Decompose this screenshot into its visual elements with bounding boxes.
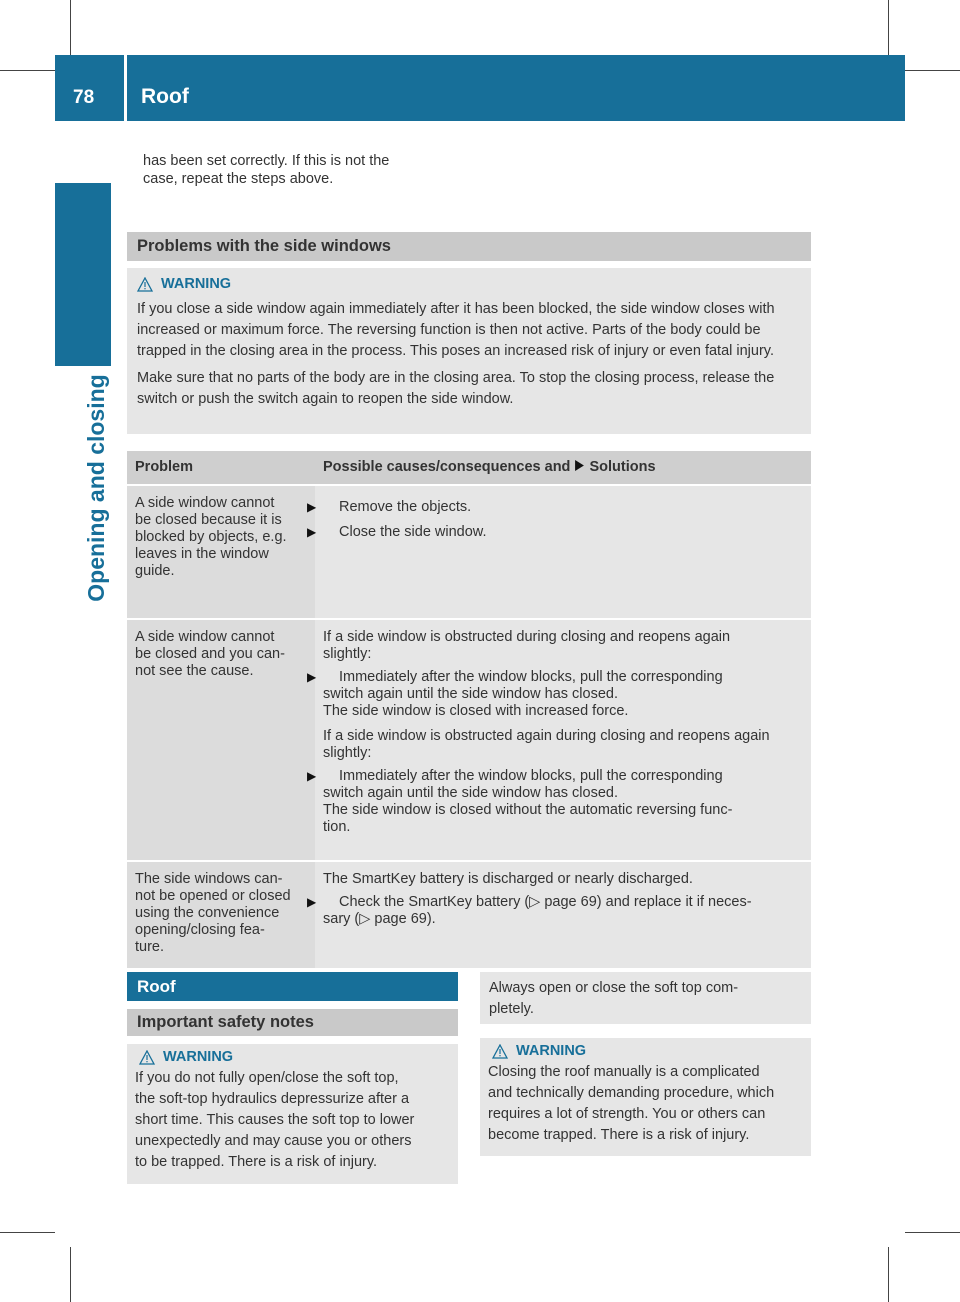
table-header-row [127, 451, 811, 484]
crop-mark [70, 0, 71, 55]
header-divider [124, 55, 127, 121]
note-line: pletely. [489, 1001, 534, 1017]
problem-line: be closed because it is [135, 512, 282, 528]
table-row [127, 486, 811, 618]
warning-paragraph: Make sure that no parts of the body are in the closing area. To stop the closing process, release the switch or push the switch again to reopen the side window. [137, 370, 775, 407]
page-number: 78 [73, 87, 95, 108]
problem-line: not see the cause. [135, 663, 254, 679]
problem-cell [127, 486, 315, 618]
problem-line: A side window cannot [135, 629, 275, 645]
arrow-right-icon: ▶ [307, 670, 317, 684]
solution-cell [307, 486, 811, 618]
step-text: Immediately after the window blocks, pull the corresponding [339, 669, 723, 685]
arrow-right-icon: ▶ [307, 769, 317, 783]
solution-step [307, 669, 803, 720]
warning-line: the soft-top hydraulics depressurize after a [135, 1091, 410, 1107]
crop-mark [0, 1232, 55, 1233]
crop-mark [0, 70, 55, 71]
solution-step [307, 524, 803, 541]
crop-mark [888, 0, 889, 55]
arrow-right-icon: ▶ [307, 895, 317, 909]
step-text: tion. [323, 819, 351, 835]
warning-title [488, 1041, 803, 1062]
step-text: Remove the objects. [339, 499, 472, 515]
arrow-right-icon: ▶ [307, 500, 317, 514]
warning-box [127, 1044, 458, 1184]
warning-title [137, 274, 801, 295]
warning-line: unexpectedly and may cause you or others [135, 1133, 412, 1149]
warning-line: If you do not fully open/close the soft top, [135, 1070, 399, 1086]
problem-line: blocked by objects, e.g. [135, 529, 287, 545]
page-title: Roof [141, 85, 189, 108]
step-text: The side window is closed with increased force. [323, 703, 629, 719]
column-header-solutions-prefix: Possible causes/consequences and [323, 459, 571, 475]
warning-line: become trapped. There is a risk of injury. [488, 1127, 750, 1143]
problem-cell [127, 620, 315, 860]
solution-step [307, 499, 803, 516]
warning-triangle-icon [137, 277, 153, 292]
problem-line: opening/closing fea- [135, 922, 265, 938]
step-text: switch again until the side window has closed. [323, 686, 618, 702]
solution-cell [307, 620, 811, 860]
intro-line: has been set correctly. If this is not the [143, 153, 390, 169]
problem-line: using the convenience [135, 905, 280, 921]
warning-triangle-icon [139, 1050, 155, 1065]
problem-cell [127, 862, 315, 968]
step-text: The side window is closed without the automatic reversing func- [323, 802, 733, 818]
column-header-problem: Problem [127, 451, 315, 484]
crop-mark [888, 1247, 889, 1302]
page-header [55, 55, 905, 121]
problems-table [127, 449, 811, 970]
warning-line: Closing the roof manually is a complicated [488, 1064, 760, 1080]
arrow-right-icon [574, 460, 585, 471]
step-text: sary (▷ page 69). [323, 911, 436, 927]
warning-title-text: WARNING [516, 1043, 587, 1059]
problem-line: not be opened or closed [135, 888, 291, 904]
problem-line: guide. [135, 563, 175, 579]
note-line: Always open or close the soft top com- [489, 980, 739, 996]
problem-line: be closed and you can- [135, 646, 285, 662]
table-row [127, 862, 811, 968]
table-row [127, 620, 811, 860]
section-title-roof: Roof [127, 972, 458, 1001]
step-text: Immediately after the window blocks, pull the corresponding [339, 768, 723, 784]
column-header-solutions [315, 451, 811, 484]
warning-line: requires a lot of strength. You or others can [488, 1106, 766, 1122]
arrow-right-icon: ▶ [307, 525, 317, 539]
warning-title-text: WARNING [163, 1049, 234, 1065]
solution-intro: The SmartKey battery is discharged or nearly discharged. [323, 871, 693, 887]
side-tab-label: Opening and closing [83, 374, 109, 602]
warning-line: short time. This causes the soft top to lower [135, 1112, 415, 1128]
step-text: Close the side window. [339, 524, 487, 540]
intro-line: case, repeat the steps above. [143, 171, 334, 187]
subsection-heading: Important safety notes [127, 1009, 458, 1036]
problem-line: leaves in the window [135, 546, 269, 562]
problem-line: The side windows can- [135, 871, 283, 887]
crop-mark [905, 1232, 960, 1233]
warning-box [127, 268, 811, 434]
column-header-solutions-suffix: Solutions [589, 459, 656, 475]
solution-step [307, 894, 803, 928]
crop-mark [70, 1247, 71, 1302]
warning-line: and technically demanding procedure, which [488, 1085, 775, 1101]
solution-intro: If a side window is obstructed again during closing and reopens again slightly: [323, 728, 770, 761]
warning-title [135, 1047, 450, 1068]
warning-line: to be trapped. There is a risk of injury. [135, 1154, 378, 1170]
note-box [480, 972, 811, 1024]
warning-paragraph: If you close a side window again immediately after it has been blocked, the side window closes with increased or maximum force. The reversing function is then not active. Parts of the body could be trapped in the closing area in the process. This poses an increased risk of injury or even fatal injury. [137, 301, 775, 359]
solution-intro: If a side window is obstructed during closing and reopens again slightly: [323, 629, 731, 662]
problem-line: ture. [135, 939, 165, 955]
section-heading: Problems with the side windows [127, 232, 811, 261]
warning-box [480, 1038, 811, 1156]
problem-line: A side window cannot [135, 495, 275, 511]
step-text: switch again until the side window has closed. [323, 785, 618, 801]
crop-mark [905, 70, 960, 71]
solution-cell [307, 862, 811, 968]
solution-step [307, 768, 803, 836]
warning-title-text: WARNING [161, 276, 232, 292]
intro-text [143, 152, 389, 188]
warning-triangle-icon [492, 1044, 508, 1059]
step-text: Check the SmartKey battery (▷ page 69) and replace it if neces- [339, 894, 752, 910]
